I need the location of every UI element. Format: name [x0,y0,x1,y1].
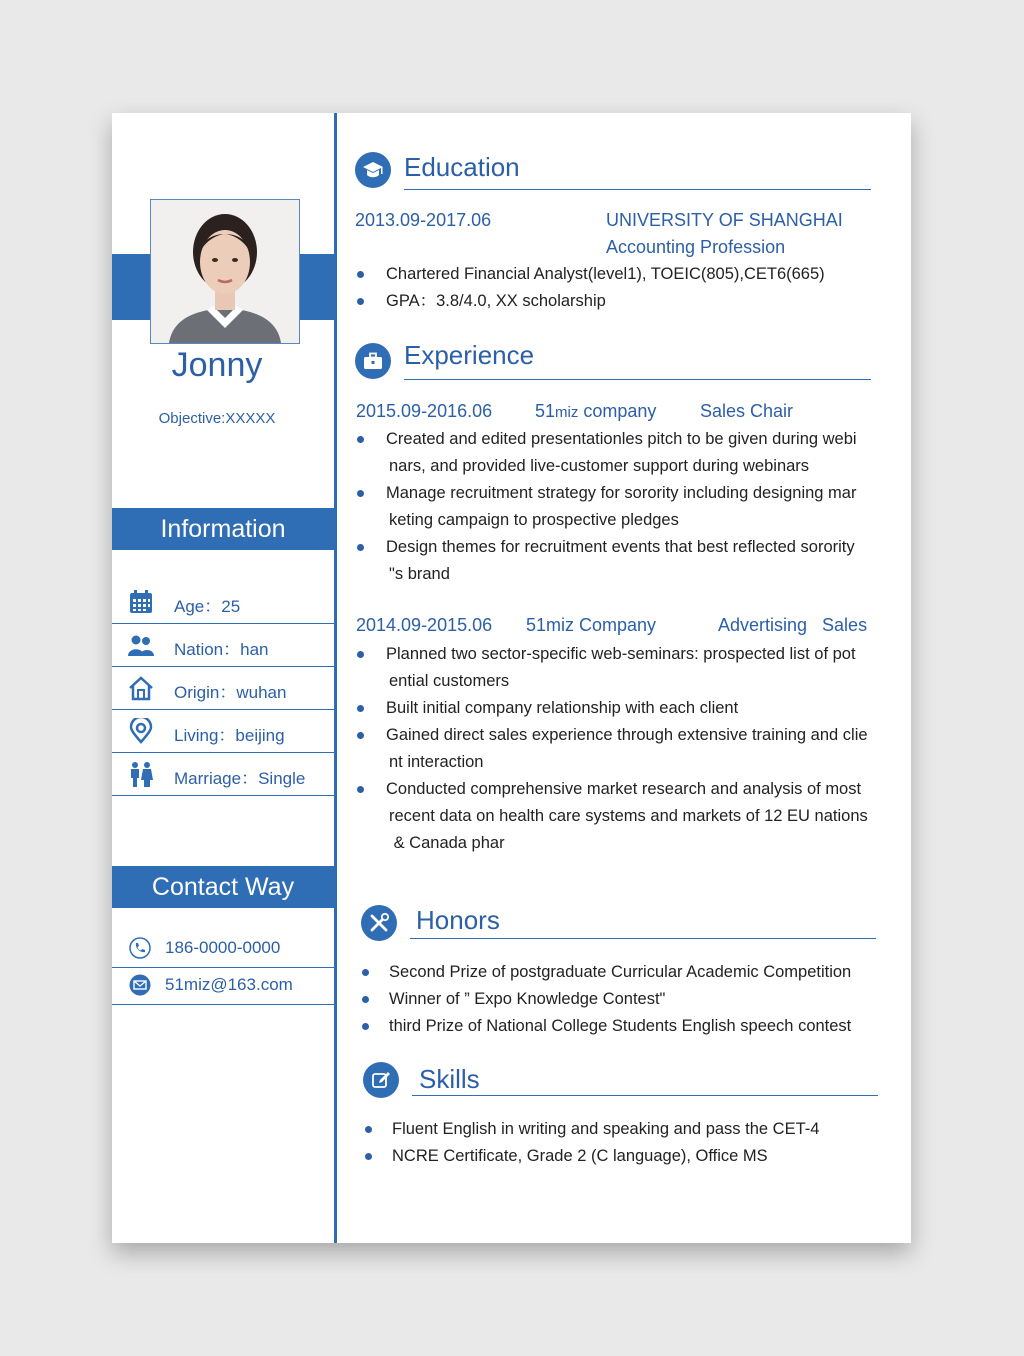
job-date: 2014.09-2015.06 [356,615,493,635]
info-nation: Nation：han [174,640,269,659]
info-row-nation [112,624,334,667]
job-role: Advertising Sales [718,615,868,635]
experience-heading: Experience [404,340,535,370]
education-school: UNIVERSITY OF SHANGHAI [606,210,843,230]
resume-page: Jonny Objective:XXXXX Information Age：25 Nation：han Origin：wuhan Living：beijing Marriage：Single Contact Way 186-0000-0000 51miz@163.com Education 2013.09-2017.06 UNIVERSITY OF SHANGHAI Accounting Profession Chartered Financial Analyst(level1), TOEIC(805),CET6(665) GPA：3.8/4.0, XX scholarship Experience 2015.09-2016.06 51miz company Sales Chair Created and edited presentationles pitch to be given during webi nars, and provided live-customer support during webinars Manage recruitment strategy for sorority including designing mar keting campaign to prospective pledges Design themes for recruitment events that best reflected sorority "s brand 2014.09-2015.06 51miz Company Advertising Sales Planned two sector-specific web-seminars: prospected list of pot ential customers Built initial company relationship with each client Gained direct sales experience through extensive training and clie nt interaction Conducted comprehensive market research and analysis of most recent data on health care systems and markets of 12 EU nations & Canada phar Honors Second Prize of postgraduate Curricular Academic Competition Winner of ” Expo Knowledge Contest" third Prize of National College Students English speech contest Skills Fluent English in writing and speaking and pass the CET-4 NCRE Certificate, Grade 2 (C language), Office MS [112,113,911,1243]
contact-phone[interactable]: 186-0000-0000 [165,938,281,957]
skills-heading: Skills [419,1064,480,1094]
education-underline [404,189,871,190]
job-company: 51miz Company [526,615,657,635]
job-role: Sales Chair [700,401,794,421]
experience-underline [404,379,871,380]
honors-heading: Honors [416,905,500,935]
objective: Objective:XXXXX [158,410,276,427]
calendar-icon [128,589,154,615]
info-age: Age：25 [174,597,241,616]
job-date: 2015.09-2016.06 [356,401,493,421]
honors-underline [410,938,876,939]
tools-icon [361,905,397,941]
info-marriage: Marriage：Single [174,769,306,788]
mail-icon [129,974,151,996]
education-date: 2013.09-2017.06 [355,210,492,230]
graduation-cap-icon [355,152,391,188]
phone-icon [129,937,151,959]
profile-photo [150,199,300,344]
information-heading: Information [112,508,334,550]
couple-icon [128,761,154,787]
info-living: Living：beijing [174,726,285,745]
skills-underline [412,1095,878,1096]
profile-name: Jonny [171,346,263,384]
contact-row-phone [112,931,334,968]
info-row-marriage [112,753,334,796]
info-row-origin [112,667,334,710]
location-pin-icon [128,718,154,744]
column-divider [334,113,337,1243]
info-origin: Origin：wuhan [174,683,287,702]
contact-email[interactable]: 51miz@163.com [165,975,293,994]
people-icon [128,632,154,658]
education-major: Accounting Profession [606,237,786,257]
contact-row-email [112,968,334,1005]
education-heading: Education [404,152,520,182]
contact-heading: Contact Way [112,866,334,908]
briefcase-icon [355,343,391,379]
info-row-living [112,710,334,753]
job-company: 51miz company [535,401,657,421]
home-icon [128,675,154,701]
info-row-age [112,581,334,624]
edit-pencil-icon [363,1062,399,1098]
